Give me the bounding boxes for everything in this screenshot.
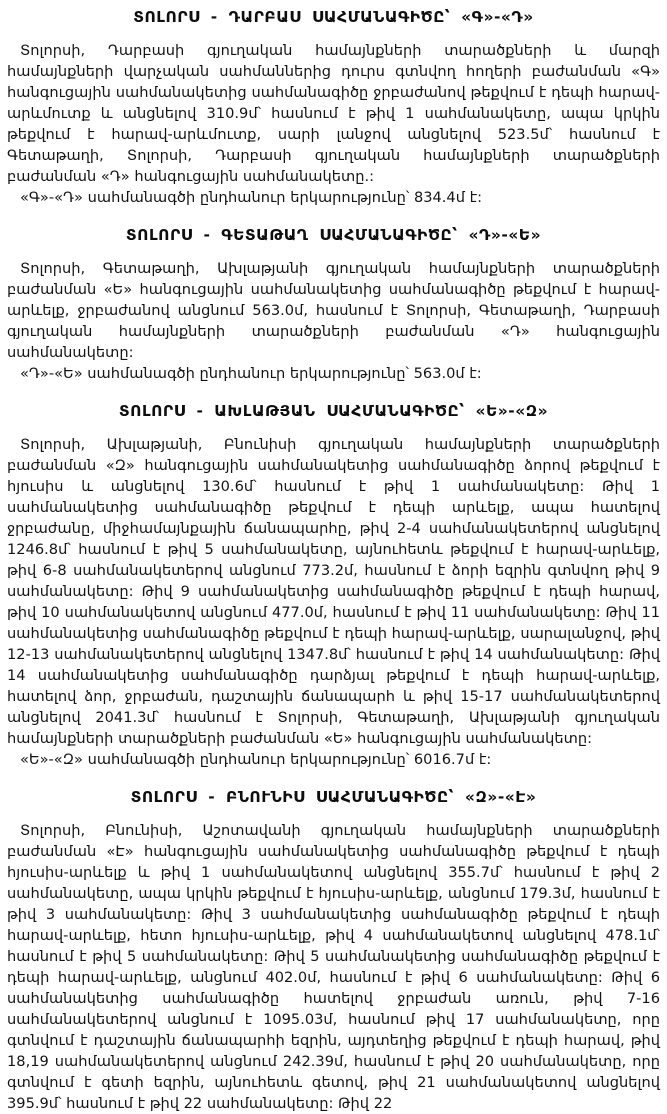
- section-title: ՏՈԼՈՐՍ - ԱԽԼԱԹՅԱՆ ՍԱՀՄԱՆԱԳԻԾԸ՝ «Ե»-«Զ»: [118, 402, 549, 420]
- section-tolors-akhlatyan: [7, 384, 660, 770]
- section-tolors-getatagh: [7, 208, 660, 384]
- section-title: ՏՈԼՈՐՍ - ԳԵՏԱԹԱՂ ՍԱՀՄԱՆԱԳԻԾԸ՝ «Դ»-«Ե»: [125, 226, 542, 244]
- section-summary: «Ե»-«Զ» սահմանագծի ընդհանուր երկարությունը՝ 6016.7մ է:: [20, 751, 492, 768]
- section-paragraph: Տոլորսի, Դարբասի գյուղական համայնքների տարածքների և մարզի համայնքների վարչական սահմաններից դուրս գտնվող հողերի բաժանման «Գ» հանգուցային սահմանակետից սահմանագիծը ջրբաժանով թեքվում է դեպի հարավ-արևմուտք և անցնելով 310.9մ՝ հասնում է թիվ 1 սահմանակետը, ապա կրկին թեքվում է հարավ-արևմուտք, սարի լանջով անցնելով 523.5մ՝ հասնում է Գետաթաղի, Տոլորսի, Դարբասի գյուղական համայնքների տարածքների բաժանման «Դ» հանգուցային սահմանակետը.:: [7, 42, 660, 185]
- section-title: ՏՈԼՈՐՍ - ԲՆՈՒՆԻՍ ՍԱՀՄԱՆԱԳԻԾԸ՝ «Զ»-«Է»: [130, 788, 537, 806]
- section-summary: «Դ»-«Ե» սահմանագծի ընդհանուր երկարությունը՝ 563.0մ է:: [20, 365, 482, 382]
- section-paragraph: Տոլորսի, Բնունիսի, Աշոտավանի գյուղական համայնքների տարածքների բաժանման «Է» հանգուցային սահմանակետից սահմանագիծը թեքվում է դեպի հյուսիս-արևելք և թիվ 1 սահմանակետով անցնելով 355.7մ՝ հասնում է թիվ 2 սահմանակետը, ապա կրկին թեքվում է հյուսիս-արևելք, անցնում 179.3մ, հասնում է թիվ 3 սահմանակետը: Թիվ 3 սահմանակետից սահմանագիծը թեքվում է դեպի հարավ-արևելք, հետո հյուսիս-արևելք, թիվ 4 սահմանակետով անցնելով 478.1մ՝ հասնում է թիվ 5 սահմանակետը: Թիվ 5 սահմանակետից սահմանագիծը թեքվում է դեպի հարավ-արևելք, անցնում 402.0մ, հասնում է թիվ 6 սահմանակետը: Թիվ 6 սահմանակետից սահմանագիծը հատելով ջրբաժան առուն, թիվ 7-16 սահմանակետերով անցնում է 1095.03մ, հասնում թիվ 17 սահմանակետը, որը գտնվում է դաշտային ճանապարհի եզրին, այդտեղից թեքվում է դեպի հարավ, թիվ 18,19 սահմանակետերով անցնում 242.39մ, հասնում է թիվ 20 սահմանակետը, որը գտնվում է գետի եզրին, այնուհետև գետով, թիվ 21 սահմանակետով անցնելով 395.9մ՝ հասնում է թիվ 22 սահմանակետը: Թիվ 22: [7, 822, 660, 1112]
- section-paragraph: Տոլորսի, Գետաթաղի, Ախլաթյանի գյուղական համայնքների տարածքների բաժանման «Ե» հանգուցային սահմանակետից սահմանագիծը թեքվում է հարավ-արևելք, ջրբաժանով անցնում 563.0մ, հասնում է Տոլորսի, Գետաթաղի, Դարբասի գյուղական համայնքների տարածքների բաժանման «Դ» հանգուցային սահմանակետը:: [7, 260, 660, 361]
- section-tolors-bnunis: [7, 770, 660, 1114]
- section-paragraph: Տոլորսի, Ախլաթյանի, Բնունիսի գյուղական համայնքների տարածքների բաժանման «Զ» հանգուցային սահմանակետից սահմանագիծը ձորով թեքվում է հյուսիս և անցնելով 130.6մ՝ հասնում է թիվ 1 սահմանակետը: Թիվ 1 սահմանակետից սահմանագիծը թեքվում է դեպի արևելք, ապա հատելով ջրբաժանը, միջհամայնքային ճանապարհը, թիվ 2-4 սահմանակետերով անցնելով 1246.8մ՝ հասնում է թիվ 5 սահմանակետը, այնուհետև թեքվում է հարավ-արևելք, թիվ 6-8 սահմանակետերով անցնում 773.2մ, հասնում է ձորի եզրին գտնվող թիվ 9 սահմանակետը: Թիվ 9 սահմանակետից սահմանագիծը թեքվում է դեպի հարավ, թիվ 10 սահմանակետով անցնում 477.0մ, հասնում է թիվ 11 սահմանակետը: Թիվ 11 սահմանակետից սահմանագիծը թեքվում է դեպի հարավ-արևելք, սարալանջով, թիվ 12-13 սահմանակետերով անցնելով 1347.8մ՝ հասնում է թիվ 14 սահմանակետը: Թիվ 14 սահմանակետից սահմանագիծը դարձյալ թեքվում է դեպի հարավ-արևելք, հատելով ձոր, ջրբաժան, դաշտային ճանապարհ և թիվ 15-17 սահմանակետերով անցնելով 2041.3մ՝ հասնում է Տոլորսի, Գետաթաղի, Ախլաթյանի գյուղական համայնքների տարածքների բաժանման «Ե» հանգուցային սահմանակետը:: [7, 436, 660, 747]
- section-summary: «Գ»-«Դ» սահմանագծի ընդհանուր երկարությունը՝ 834.4մ է:: [20, 189, 483, 206]
- section-tolors-darbas: [7, 6, 660, 208]
- section-title: ՏՈԼՈՐՍ - ԴԱՐԲԱՍ ՍԱՀՄԱՆԱԳԻԾԸ՝ «Գ»-«Դ»: [133, 8, 534, 26]
